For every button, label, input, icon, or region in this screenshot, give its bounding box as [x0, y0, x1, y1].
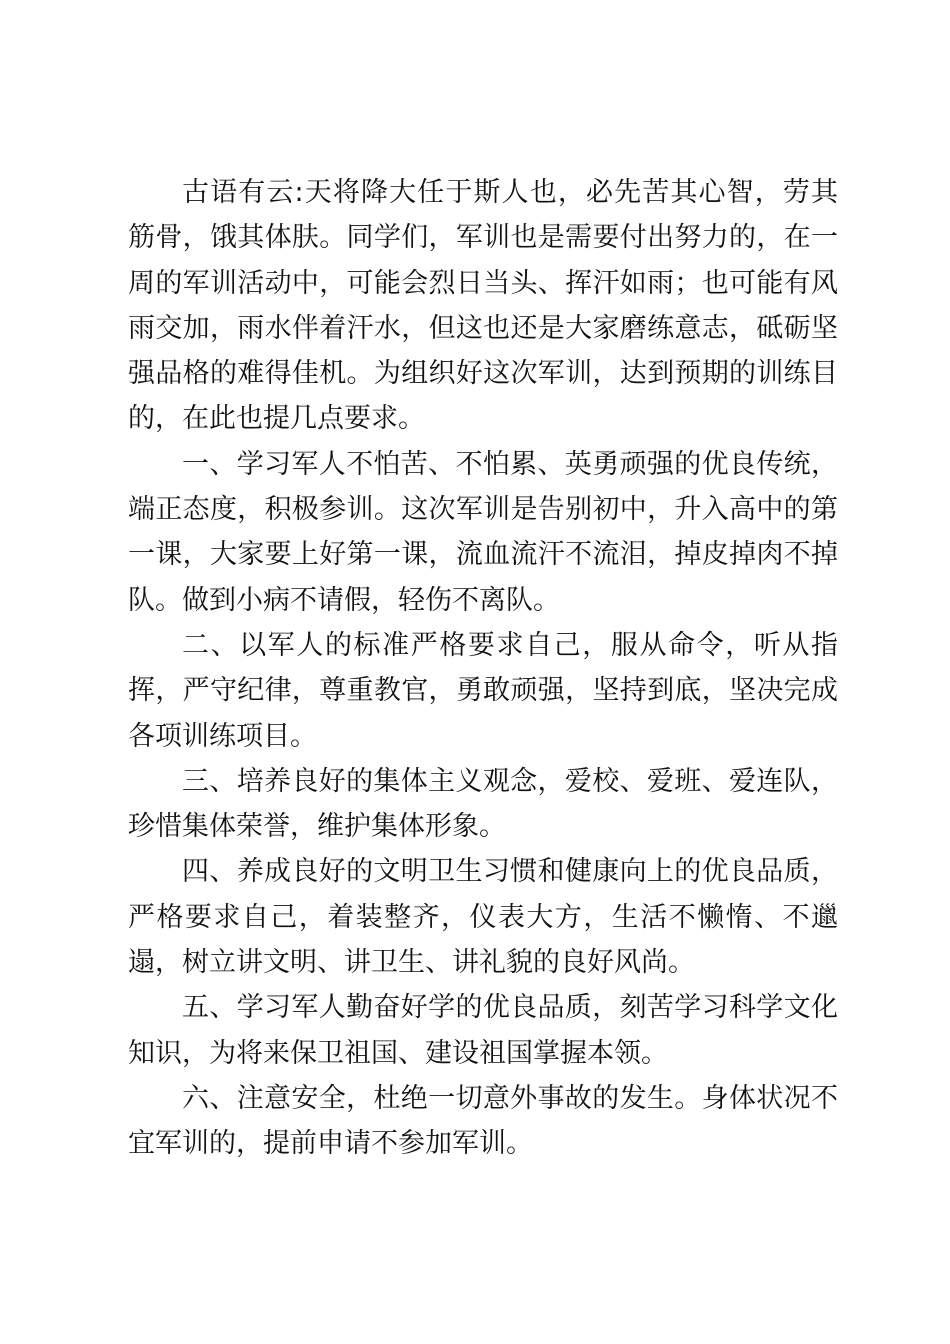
requirement-2-paragraph: 二、以军人的标准严格要求自己，服从命令，听从指挥，严守纪律，尊重教官，勇敢顽强，坚持到底，坚决完成各项训练项目。: [128, 629, 838, 752]
requirement-3-paragraph: 三、培养良好的集体主义观念，爱校、爱班、爱连队，珍惜集体荣誉，维护集体形象。: [128, 765, 838, 843]
requirement-1-paragraph: 一、学习军人不怕苦、不怕累、英勇顽强的优良传统，端正态度，积极参训。这次军训是告别初中，升入高中的第一课，大家要上好第一课，流血流汗不流泪，掉皮掉肉不掉队。做到小病不请假，轻伤不离队。: [128, 448, 838, 616]
document-body: [128, 170, 838, 1167]
requirement-5-paragraph: 五、学习军人勤奋好学的优良品质，刻苦学习科学文化知识，为将来保卫祖国、建设祖国掌握本领。: [128, 992, 838, 1069]
requirement-6-paragraph: 六、注意安全，杜绝一切意外事故的发生。身体状况不宜军训的，提前申请不参加军训。: [128, 1082, 838, 1160]
intro-paragraph: 古语有云:天将降大任于斯人也，必先苦其心智，劳其筋骨，饿其体肤。同学们，军训也是需要付出努力的，在一周的军训活动中，可能会烈日当头、挥汗如雨；也可能有风雨交加，雨水伴着汗水，但这也还是大家磨练意志，砥砺坚强品格的难得佳机。为组织好这次军训，达到预期的训练目的，在此也提几点要求。: [128, 177, 838, 435]
requirement-4-paragraph: 四、养成良好的文明卫生习惯和健康向上的优良品质，严格要求自己，着装整齐，仪表大方，生活不懒惰、不邋遢，树立讲文明、讲卫生、讲礼貌的良好风尚。: [128, 856, 838, 979]
